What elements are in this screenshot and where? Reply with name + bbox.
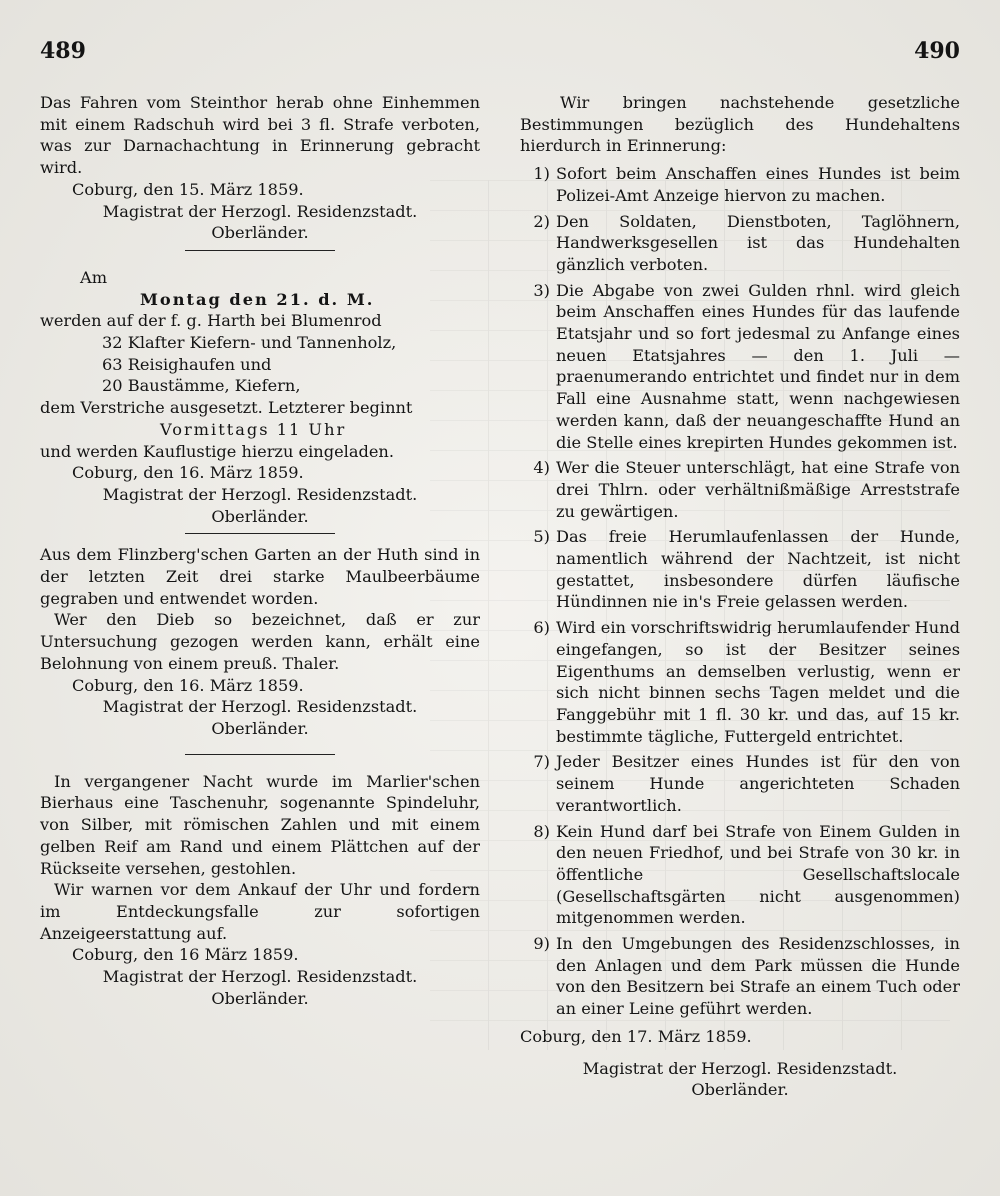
regulation-text: Jeder Besitzer eines Hundes ist für den von seinem Hunde angerichteten Schaden verantwortlich.	[556, 752, 960, 815]
notice-authority: Magistrat der Herzogl. Residenzstadt.	[102, 967, 418, 987]
notice-signer: Oberländer.	[211, 506, 309, 526]
regulation-text: Kein Hund darf bei Strafe von Einem Gulden in den neuen Friedhof, und bei Strafe von 30 kr. in öffentliche Gesellschaftslocale (Gesellschaftsgärten nicht ausgenommen) mitgenommen werden.	[556, 821, 960, 928]
regulation-text: Wer die Steuer unterschlägt, hat eine Strafe von drei Thlrn. oder verhältnißmäßige Arreststrafe zu gewärtigen.	[556, 458, 960, 521]
auction-text: dem Verstriche ausgesetzt. Letzterer beginnt	[40, 398, 413, 418]
notice-text: Aus dem Flinzberg'schen Garten an der Huth sind in der letzten Zeit drei starke Maulbeerbäume gegraben und entwendet worden.	[40, 545, 480, 608]
left-column	[40, 92, 480, 1009]
auction-day: Montag den 21. d. M.	[140, 289, 375, 309]
auction-item: 63 Reisighaufen und	[102, 354, 272, 374]
separator-rule	[185, 250, 335, 251]
regulation-item	[520, 526, 960, 613]
regulation-text: In den Umgebungen des Residenzschlosses, in den Anlagen und dem Park müssen die Hunde von den Besitzern bei Strafe an einem Tuch oder an einer Leine geführt werden.	[556, 934, 960, 1019]
regulation-text: Sofort beim Anschaffen eines Hundes ist beim Polizei-Amt Anzeige hiervon zu machen.	[556, 164, 960, 205]
notice-date: Coburg, den 16. März 1859.	[72, 675, 304, 695]
notice-wood-auction	[40, 267, 480, 527]
notice-signer: Oberländer.	[691, 1080, 789, 1100]
notice-signer: Oberländer.	[211, 988, 309, 1008]
notice-mulberry-theft	[40, 544, 480, 739]
regulation-item	[520, 457, 960, 522]
notice-authority: Magistrat der Herzogl. Residenzstadt.	[582, 1058, 898, 1078]
auction-item: 32 Klafter Kiefern- und Tannenholz,	[102, 333, 397, 353]
notice-date: Coburg, den 16. März 1859.	[72, 463, 304, 483]
page-number-left: 489	[40, 38, 86, 64]
regulation-item	[520, 751, 960, 816]
regulation-item	[520, 211, 960, 276]
notice-authority: Magistrat der Herzogl. Residenzstadt.	[102, 484, 418, 504]
regulation-text: Den Soldaten, Dienstboten, Taglöhnern, Handwerksgesellen ist das Hundehalten gänzlich verboten.	[556, 211, 960, 274]
notice-date: Coburg, den 17. März 1859.	[520, 1026, 752, 1046]
notice-signer: Oberländer.	[211, 223, 309, 243]
notice-text: Wer den Dieb so bezeichnet, daß er zur Untersuchung gezogen werden kann, erhält eine Belohnung von einem preuß. Thaler.	[40, 610, 480, 673]
notice-watch-theft	[40, 771, 480, 1010]
auction-item: 20 Baustämme, Kiefern,	[102, 376, 301, 396]
regulation-number: 4)	[533, 458, 550, 478]
dog-regulation-intro: Wir bringen nachstehende gesetzliche Bestimmungen bezüglich des Hundehaltens hierdurch in Erinnerung:	[520, 93, 960, 156]
notice-am: Am	[80, 267, 108, 287]
regulation-text: Die Abgabe von zwei Gulden rhnl. wird gleich beim Anschaffen eines Hundes für das laufende Etatsjahr und so fort jedesmal zu Anfange eines neuen Etatsjahres — den 1. Juli — praenumerando entrichtet und findet nur in dem Fall eine Ausnahme statt, wenn nachgewiesen werden kann, daß der neuangeschaffte Hund an die Stelle eines krepirten Hundes gekommen ist.	[556, 280, 960, 452]
regulation-item	[520, 163, 960, 206]
notice-text: Das Fahren vom Steinthor herab ohne Einhemmen mit einem Radschuh wird bei 3 fl. Strafe verboten, was zur Darnachachtung in Erinnerung gebracht wird.	[40, 93, 480, 178]
separator-rule	[185, 533, 335, 534]
regulation-text: Das freie Herumlaufenlassen der Hunde, namentlich während der Nachtzeit, ist nicht gestattet, insbesondere dürfen läufische Hündinnen nie in's Freie gelassen werden.	[556, 527, 960, 612]
notice-authority: Magistrat der Herzogl. Residenzstadt.	[102, 697, 418, 717]
regulation-number: 9)	[533, 934, 550, 954]
notice-text: In vergangener Nacht wurde im Marlier'schen Bierhaus eine Taschenuhr, sogenannte Spindeluhr, von Silber, mit römischen Zahlen und mit einem gelben Reif am Rand und einem Plättchen auf der Rückseite versehen, gestohlen.	[40, 771, 480, 878]
regulation-number: 5)	[533, 527, 550, 547]
notice-date: Coburg, den 15. März 1859.	[72, 179, 304, 199]
auction-intro: werden auf der f. g. Harth bei Blumenrod	[40, 311, 382, 331]
notice-text: Wir warnen vor dem Ankauf der Uhr und fordern im Entdeckungsfalle zur sofortigen Anzeigeerstattung auf.	[40, 880, 480, 943]
regulation-item	[520, 280, 960, 454]
regulation-text: Wird ein vorschriftswidrig herumlaufender Hund eingefangen, so ist der Besitzer seines Eigenthums an demselben verlustig, wenn er sich nicht binnen sechs Tagen meldet und die Fanggebühr mit 1 fl. 30 kr. und das, auf 15 kr. bestimmte tägliche, Futtergeld entrichtet.	[556, 618, 960, 746]
regulation-number: 2)	[533, 211, 550, 231]
notice-steinthor	[40, 92, 480, 244]
notice-signer: Oberländer.	[211, 718, 309, 738]
right-column	[520, 92, 960, 1101]
regulation-item	[520, 617, 960, 747]
regulation-number: 1)	[533, 164, 550, 184]
notice-date: Coburg, den 16 März 1859.	[72, 945, 299, 965]
regulation-item	[520, 933, 960, 1020]
regulation-number: 6)	[533, 618, 550, 638]
regulation-number: 3)	[533, 280, 550, 300]
auction-time: Vormittags 11 Uhr	[160, 419, 347, 439]
notice-authority: Magistrat der Herzogl. Residenzstadt.	[102, 201, 418, 221]
regulation-list	[520, 163, 960, 1020]
auction-text: und werden Kauflustige hierzu eingeladen.	[40, 441, 394, 461]
separator-rule	[185, 754, 335, 755]
regulation-number: 8)	[533, 821, 550, 841]
regulation-number: 7)	[533, 752, 550, 772]
page-number-right: 490	[914, 38, 960, 64]
regulation-item	[520, 821, 960, 930]
